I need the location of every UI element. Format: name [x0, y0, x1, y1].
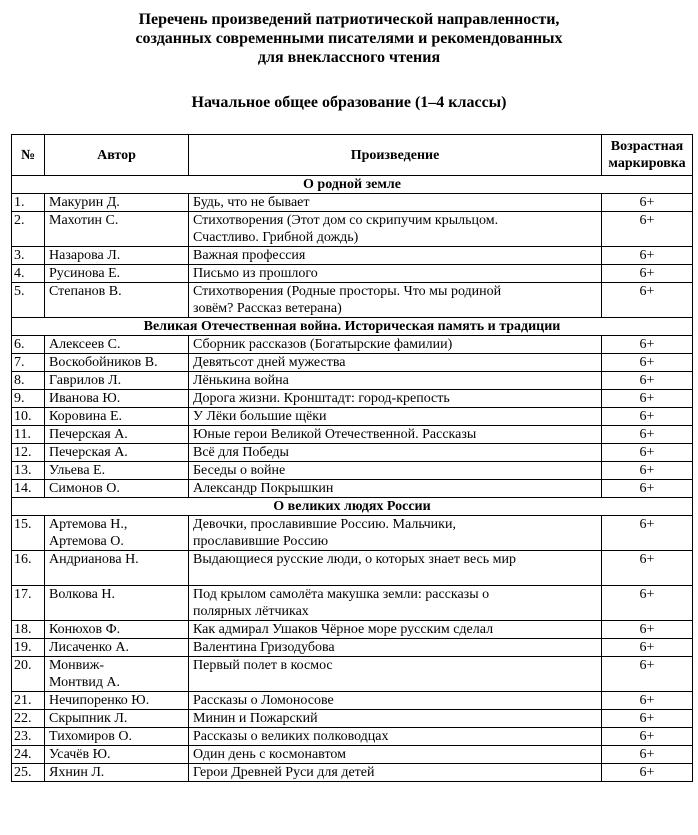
work-line: Девятьсот дней мужества — [193, 355, 346, 370]
cell-author — [45, 212, 189, 247]
cell-num: 1. — [12, 194, 45, 212]
cell-num: 18. — [12, 621, 45, 639]
work-line: Один день с космонавтом — [193, 747, 346, 762]
cell-work — [189, 764, 602, 782]
cell-author — [45, 586, 189, 621]
reading-list-table — [11, 134, 693, 782]
cell-author — [45, 408, 189, 426]
author-line: Усачёв Ю. — [49, 747, 111, 762]
cell-num: 5. — [12, 283, 45, 318]
title-line: Перечень произведений патриотической направленности, — [138, 11, 560, 28]
work-line: Валентина Гризодубова — [193, 640, 335, 655]
table-row — [12, 462, 693, 480]
author-line: Артемова О. — [49, 534, 124, 549]
work-line: Стихотворения (Родные просторы. Что мы родиной — [193, 284, 502, 299]
title-line: для внеклассного чтения — [257, 49, 441, 66]
cell-age: 6+ — [602, 336, 693, 354]
work-line: Письмо из прошлого — [193, 266, 318, 281]
cell-author — [45, 247, 189, 265]
work-line: Девочки, прославившие Россию. Мальчики, — [193, 517, 456, 532]
cell-author — [45, 462, 189, 480]
work-line: Важная профессия — [193, 248, 306, 263]
cell-work — [189, 710, 602, 728]
author-line: Печерская А. — [49, 445, 128, 460]
cell-age: 6+ — [602, 764, 693, 782]
cell-work — [189, 462, 602, 480]
author-line: Андрианова Н. — [49, 552, 139, 567]
author-line: Нечипоренко Ю. — [49, 693, 150, 708]
work-line: Лёнькина война — [193, 373, 289, 388]
author-line: Артемова Н., — [49, 517, 128, 532]
author-line: Алексеев С. — [49, 337, 121, 352]
work-line: Беседы о войне — [193, 463, 286, 478]
cell-work — [189, 336, 602, 354]
section-title: О великих людях России — [12, 498, 693, 516]
author-line: Печерская А. — [49, 427, 128, 442]
document-title — [0, 10, 698, 67]
table-row — [12, 336, 693, 354]
cell-author — [45, 444, 189, 462]
cell-author — [45, 621, 189, 639]
author-line: Волкова Н. — [49, 587, 115, 602]
cell-age: 6+ — [602, 194, 693, 212]
table-row — [12, 372, 693, 390]
table-row — [12, 212, 693, 247]
cell-work — [189, 372, 602, 390]
cell-work — [189, 247, 602, 265]
table-row — [12, 639, 693, 657]
section-title: Великая Отечественная война. Историческая память и традиции — [12, 318, 693, 336]
header-age-line: Возрастная — [610, 139, 684, 154]
table-row — [12, 764, 693, 782]
work-line: Минин и Пожарский — [193, 711, 318, 726]
header-num: № — [12, 135, 45, 176]
cell-age: 6+ — [602, 516, 693, 551]
table-row — [12, 247, 693, 265]
author-line: Макурин Д. — [49, 195, 120, 210]
cell-num: 12. — [12, 444, 45, 462]
author-line: Гаврилов Л. — [49, 373, 122, 388]
cell-age: 6+ — [602, 462, 693, 480]
cell-work — [189, 283, 602, 318]
cell-author — [45, 390, 189, 408]
author-line: Степанов В. — [49, 284, 122, 299]
author-line: Коровина Е. — [49, 409, 123, 424]
cell-author — [45, 336, 189, 354]
cell-age: 6+ — [602, 372, 693, 390]
cell-age: 6+ — [602, 551, 693, 586]
cell-num: 6. — [12, 336, 45, 354]
cell-author — [45, 480, 189, 498]
cell-age: 6+ — [602, 657, 693, 692]
work-line: Рассказы о Ломоносове — [193, 693, 334, 708]
cell-author — [45, 639, 189, 657]
title-line: созданных современными писателями и рекомендованных — [135, 30, 563, 47]
section-row — [12, 498, 693, 516]
cell-num: 3. — [12, 247, 45, 265]
cell-age: 6+ — [602, 212, 693, 247]
cell-num: 22. — [12, 710, 45, 728]
cell-author — [45, 657, 189, 692]
work-line: Под крылом самолёта макушка земли: рассказы о — [193, 587, 490, 602]
section-row — [12, 318, 693, 336]
table-row — [12, 194, 693, 212]
cell-age: 6+ — [602, 480, 693, 498]
cell-author — [45, 283, 189, 318]
author-line: Скрыпник Л. — [49, 711, 128, 726]
work-line: Юные герои Великой Отечественной. Рассказы — [193, 427, 477, 442]
author-line: Яхнин Л. — [49, 765, 105, 780]
cell-work — [189, 657, 602, 692]
table-row — [12, 710, 693, 728]
cell-num: 21. — [12, 692, 45, 710]
cell-num: 23. — [12, 728, 45, 746]
work-line: Александр Покрышкин — [193, 481, 334, 496]
cell-work — [189, 444, 602, 462]
table-row — [12, 657, 693, 692]
cell-work — [189, 212, 602, 247]
work-line: Как адмирал Ушаков Чёрное море русским сделал — [193, 622, 494, 637]
cell-work — [189, 692, 602, 710]
cell-work — [189, 746, 602, 764]
cell-work — [189, 639, 602, 657]
cell-num: 15. — [12, 516, 45, 551]
cell-age: 6+ — [602, 692, 693, 710]
work-line: Счастливо. Грибной дождь) — [193, 230, 359, 245]
cell-work — [189, 621, 602, 639]
author-line: Ульева Е. — [49, 463, 106, 478]
header-age-line: маркировка — [608, 156, 686, 171]
cell-author — [45, 692, 189, 710]
header-age — [602, 135, 693, 176]
cell-work — [189, 194, 602, 212]
work-line: Дорога жизни. Кронштадт: город-крепость — [193, 391, 450, 406]
author-line: Лисаченко А. — [49, 640, 129, 655]
cell-age: 6+ — [602, 728, 693, 746]
table-row — [12, 426, 693, 444]
cell-age: 6+ — [602, 426, 693, 444]
author-line: Монтвид А. — [49, 675, 121, 690]
work-line: Всё для Победы — [193, 445, 289, 460]
cell-num: 17. — [12, 586, 45, 621]
table-row — [12, 408, 693, 426]
cell-author — [45, 426, 189, 444]
header-work: Произведение — [189, 135, 602, 176]
table-row — [12, 265, 693, 283]
author-line: Симонов О. — [49, 481, 120, 496]
cell-author — [45, 516, 189, 551]
cell-age: 6+ — [602, 283, 693, 318]
cell-work — [189, 480, 602, 498]
cell-age: 6+ — [602, 621, 693, 639]
cell-num: 9. — [12, 390, 45, 408]
work-line: Стихотворения (Этот дом со скрипучим крыльцом. — [193, 213, 499, 228]
work-line: Герои Древней Руси для детей — [193, 765, 375, 780]
cell-author — [45, 710, 189, 728]
author-line: Тихомиров О. — [49, 729, 132, 744]
author-line: Воскобойников В. — [49, 355, 158, 370]
table-body — [12, 176, 693, 782]
cell-num: 19. — [12, 639, 45, 657]
cell-work — [189, 426, 602, 444]
document-subtitle: Начальное общее образование (1–4 классы) — [191, 94, 507, 111]
table-row — [12, 586, 693, 621]
cell-num: 2. — [12, 212, 45, 247]
table-row — [12, 692, 693, 710]
work-line: зовём? Рассказ ветерана) — [193, 301, 342, 316]
cell-age: 6+ — [602, 746, 693, 764]
table-row — [12, 551, 693, 586]
cell-num: 14. — [12, 480, 45, 498]
table-row — [12, 621, 693, 639]
cell-author — [45, 551, 189, 586]
author-line: Монвиж- — [49, 658, 105, 673]
cell-num: 25. — [12, 764, 45, 782]
cell-author — [45, 728, 189, 746]
work-line: полярных лётчиках — [193, 604, 309, 619]
author-line: Махотин С. — [49, 213, 119, 228]
table-row — [12, 480, 693, 498]
cell-num: 4. — [12, 265, 45, 283]
table-row — [12, 354, 693, 372]
author-line: Иванова Ю. — [49, 391, 121, 406]
table-row — [12, 746, 693, 764]
cell-author — [45, 746, 189, 764]
table-row — [12, 444, 693, 462]
table-header-row — [12, 135, 693, 176]
cell-work — [189, 408, 602, 426]
cell-author — [45, 354, 189, 372]
cell-num: 24. — [12, 746, 45, 764]
author-line: Назарова Л. — [49, 248, 121, 263]
cell-age: 6+ — [602, 265, 693, 283]
work-line: У Лёки большие щёки — [193, 409, 327, 424]
section-row — [12, 176, 693, 194]
work-line: прославившие Россию — [193, 534, 329, 549]
work-line: Сборник рассказов (Богатырские фамилии) — [193, 337, 453, 352]
cell-age: 6+ — [602, 586, 693, 621]
cell-num: 20. — [12, 657, 45, 692]
cell-author — [45, 265, 189, 283]
cell-age: 6+ — [602, 247, 693, 265]
cell-num: 7. — [12, 354, 45, 372]
cell-age: 6+ — [602, 444, 693, 462]
cell-author — [45, 372, 189, 390]
cell-age: 6+ — [602, 710, 693, 728]
cell-work — [189, 516, 602, 551]
cell-work — [189, 728, 602, 746]
cell-work — [189, 586, 602, 621]
cell-age: 6+ — [602, 354, 693, 372]
cell-num: 13. — [12, 462, 45, 480]
table-row — [12, 390, 693, 408]
section-title: О родной земле — [12, 176, 693, 194]
cell-age: 6+ — [602, 390, 693, 408]
author-line: Конюхов Ф. — [49, 622, 121, 637]
cell-age: 6+ — [602, 639, 693, 657]
header-author: Автор — [45, 135, 189, 176]
work-line: Первый полет в космос — [193, 658, 333, 673]
cell-num: 8. — [12, 372, 45, 390]
cell-work — [189, 390, 602, 408]
cell-author — [45, 764, 189, 782]
work-line: Будь, что не бывает — [193, 195, 310, 210]
cell-author — [45, 194, 189, 212]
work-line: Рассказы о великих полководцах — [193, 729, 389, 744]
table-row — [12, 516, 693, 551]
table-row — [12, 728, 693, 746]
cell-work — [189, 354, 602, 372]
cell-age: 6+ — [602, 408, 693, 426]
author-line: Русинова Е. — [49, 266, 121, 281]
work-line: Выдающиеся русские люди, о которых знает весь мир — [193, 552, 516, 567]
cell-work — [189, 551, 602, 586]
cell-num: 11. — [12, 426, 45, 444]
cell-num: 10. — [12, 408, 45, 426]
cell-work — [189, 265, 602, 283]
cell-num: 16. — [12, 551, 45, 586]
table-row — [12, 283, 693, 318]
